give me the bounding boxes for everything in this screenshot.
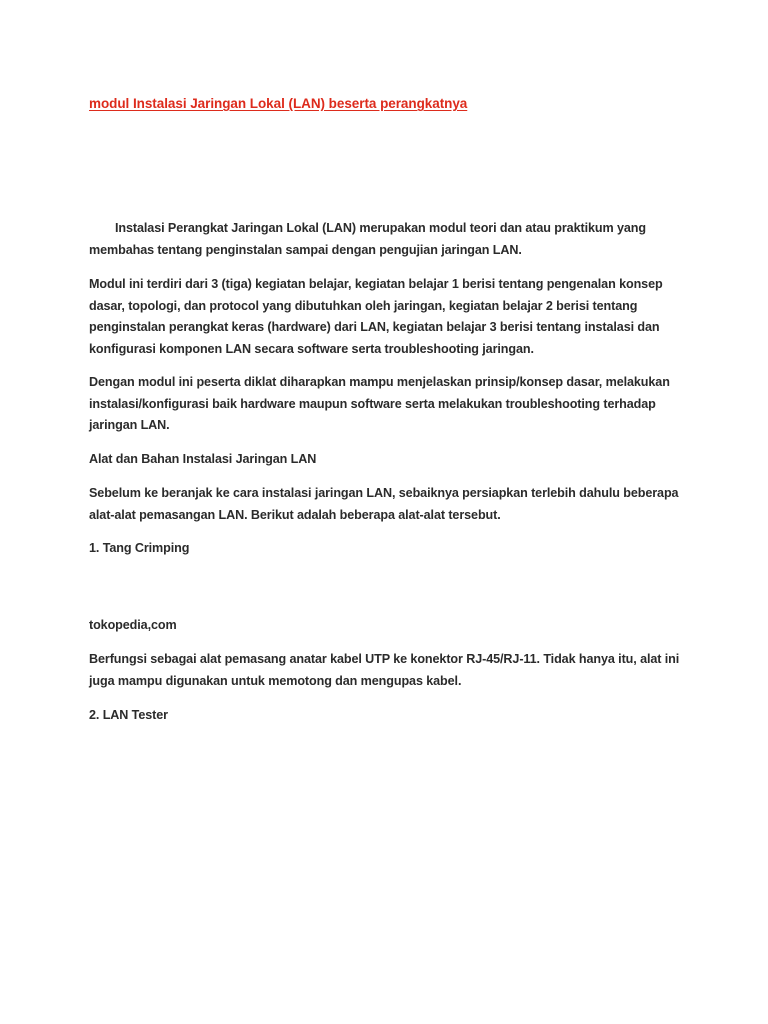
document-body [89, 204, 681, 740]
list-item-lan-tester: 2. LAN Tester [89, 708, 168, 722]
page-title: modul Instalasi Jaringan Lokal (LAN) beserta perangkatnya [89, 96, 468, 111]
paragraph-preparation: Sebelum ke beranjak ke cara instalasi jaringan LAN, sebaiknya persiapkan terlebih dahulu beberapa alat-alat pemasangan LAN. Berikut adalah beberapa alat-alat tersebut. [89, 486, 679, 522]
paragraph-tang-crimping-description: Berfungsi sebagai alat pemasang anatar kabel UTP ke konektor RJ-45/RJ-11. Tidak hanya itu, alat ini juga mampu digunakan untuk memotong dan mengupas kabel. [89, 652, 680, 688]
section-heading-tools-materials: Alat dan Bahan Instalasi Jaringan LAN [89, 451, 317, 466]
image-placeholder-tang-crimping [89, 573, 681, 615]
paragraph-objectives: Dengan modul ini peserta diklat diharapkan mampu menjelaskan prinsip/konsep dasar, melakukan instalasi/konfigurasi baik hardware maupun software serta melakukan troubleshooting terhadap jaringan LAN. [89, 375, 670, 432]
paragraph-intro: Instalasi Perangkat Jaringan Lokal (LAN) merupakan modul teori dan atau praktikum yang membahas tentang penginstalan sampai dengan pengujian jaringan LAN. [89, 221, 646, 257]
image-source-caption: tokopedia,com [89, 617, 177, 632]
list-item-tang-crimping: 1. Tang Crimping [89, 541, 190, 555]
paragraph-module-contents: Modul ini terdiri dari 3 (tiga) kegiatan belajar, kegiatan belajar 1 berisi tentang pengenalan konsep dasar, topologi, dan protocol yang dibutuhkan oleh jaringan, kegiatan belajar 2 berisi tentang penginstalan perangkat keras (hardware) dari LAN, kegiatan belajar 3 berisi tentang instalasi dan konfigurasi komponen LAN secara software serta troubleshooting jaringan. [89, 277, 663, 356]
